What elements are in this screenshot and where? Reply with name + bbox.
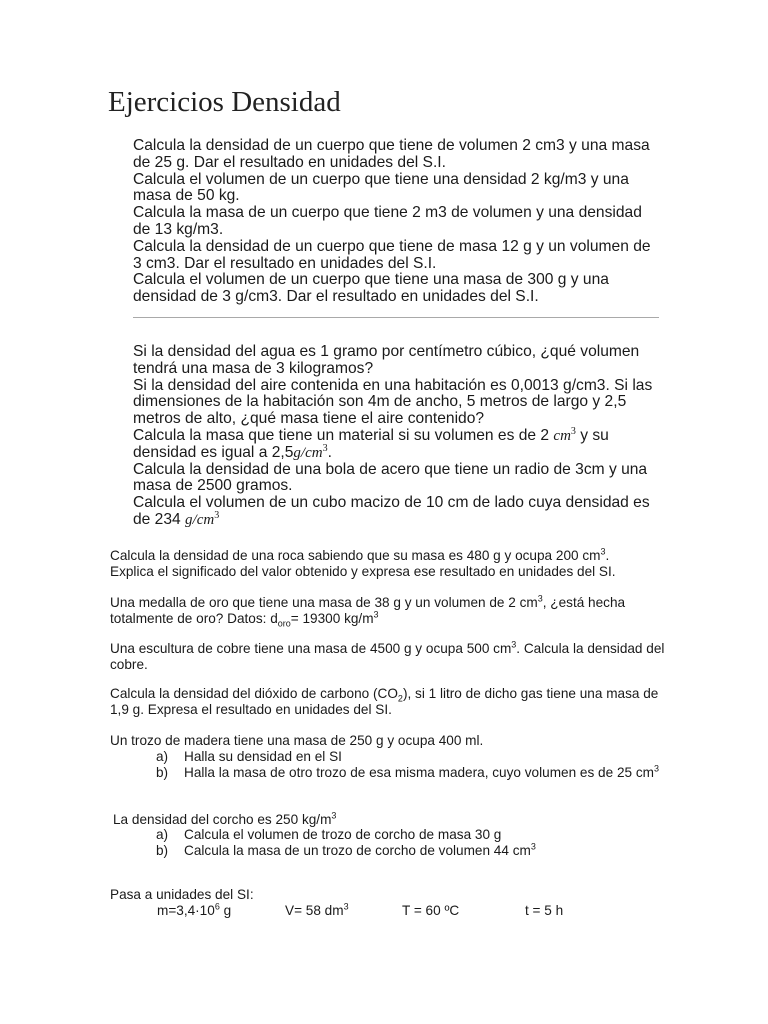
list-item: Calcula el volumen de un cuerpo que tiene una densidad 2 kg/m3 y una masa de 50 kg.: [133, 170, 629, 205]
item-text: Calcula la masa que tiene un material si su volumen es de 2: [133, 426, 550, 444]
list-item: Calcula la densidad de una bola de acero que tiene un radio de 3cm y una masa de 2500 gramos.: [133, 460, 648, 495]
exercise-cobre: [110, 641, 670, 673]
mass-value: [157, 903, 231, 919]
exercise-co2: [110, 686, 670, 718]
volume-value: [285, 903, 349, 919]
superscript: 3: [653, 763, 659, 774]
subscript: 2: [397, 693, 403, 704]
item-text: Calcula la densidad del dióxido de carbono (CO: [110, 686, 398, 701]
math-unit: [185, 509, 220, 528]
sub-item-b: [156, 843, 676, 859]
superscript: 3: [214, 509, 220, 521]
exercise-madera: Un trozo de madera tiene una masa de 250 g y ocupa 400 ml.: [110, 733, 484, 748]
item-text: Calcula la masa de un trozo de corcho de volumen 44 cm: [184, 843, 531, 858]
superscript: 3: [331, 810, 337, 821]
list-item: Calcula la masa de un cuerpo que tiene 2 m3 de volumen y una densidad de 13 kg/m3.: [133, 204, 642, 238]
item-text: m=3,4·10: [157, 903, 215, 918]
item-text: , ¿está hecha totalmente de oro? Datos: d: [110, 595, 626, 626]
item-text: .: [327, 443, 332, 461]
list-item: Calcula la densidad de un cuerpo que tiene de masa 12 g y un volumen de 3 cm3. Dar el resultado en unidades del S.I.: [133, 237, 651, 272]
horizontal-divider: [133, 317, 659, 318]
math-text: cm: [553, 427, 571, 444]
item-label: a): [156, 827, 169, 842]
exercise-list-1: [133, 138, 663, 306]
item-text: Una medalla de oro que tiene una masa de 38 g y un volumen de 2 cm: [110, 595, 538, 610]
item-text: V= 58 dm: [285, 903, 344, 918]
exercise-corcho: [113, 812, 673, 828]
list-item: Calcula la densidad de un cuerpo que tiene de volumen 2 cm3 y una masa de 25 g. Dar el resultado en unidades del S.I.: [133, 137, 650, 171]
exercise-roca: [110, 548, 670, 580]
si-heading: Pasa a unidades del SI:: [110, 887, 254, 902]
list-item: [133, 425, 663, 462]
temperature-value: T = 60 ºC: [402, 903, 460, 918]
superscript: 3: [322, 442, 328, 454]
exercise-medalla: [110, 595, 670, 627]
subscript: oro: [277, 618, 291, 629]
sub-item-a: [156, 827, 676, 843]
item-text: Halla la masa de otro trozo de esa misma madera, cuyo volumen es de 25 cm: [184, 765, 654, 780]
list-item: Calcula el volumen de un cuerpo que tiene una masa de 300 g y una densidad de 3 g/cm3. Dar el resultado en unidades del S.I.: [133, 271, 609, 306]
list-item: [133, 495, 663, 529]
math-text: g/cm: [185, 511, 215, 528]
item-text: Calcula el volumen de trozo de corcho de masa 30 g: [184, 827, 502, 842]
math-unit: [553, 425, 576, 444]
item-text: ), si 1 litro de dicho gas tiene una masa de 1,9 g. Expresa el resultado en unidades del SI.: [110, 686, 659, 717]
list-item: Si la densidad del aire contenida en una habitación es 0,0013 g/cm3. Si las dimensiones de la habitación son 4m de ancho, 5 metros de largo y 2,5 metros de alto, ¿qué masa tiene el aire contenido?: [133, 376, 653, 428]
item-label: b): [156, 765, 169, 780]
superscript: 3: [530, 841, 536, 852]
sub-item-a: [156, 749, 676, 765]
page-title: Ejercicios Densidad: [108, 86, 341, 118]
superscript: 3: [600, 546, 606, 557]
superscript: 3: [511, 639, 517, 650]
superscript: 3: [373, 609, 379, 620]
superscript: 6: [214, 901, 220, 912]
item-text: = 19300 kg/m: [290, 611, 374, 626]
item-text: Calcula el volumen de un cubo macizo de 10 cm de lado cuya densidad es de 234: [133, 494, 650, 528]
item-text: g: [219, 903, 232, 918]
item-text: . Calcula la densidad del cobre.: [110, 641, 665, 672]
list-item: Si la densidad del agua es 1 gramo por centímetro cúbico, ¿qué volumen tendrá una masa de 3 kilogramos?: [133, 343, 640, 377]
sub-item-b: [156, 765, 666, 781]
item-text: Calcula la densidad de una roca sabiendo que su masa es 480 g y ocupa 200 cm: [110, 548, 601, 563]
item-text: Halla su densidad en el SI: [184, 749, 342, 764]
item-text: .: [605, 548, 610, 563]
item-text: Una escultura de cobre tiene una masa de 4500 g y ocupa 500 cm: [110, 641, 512, 656]
item-text: y su densidad es igual a 2,5: [133, 426, 609, 461]
exercise-list-2: [133, 344, 663, 529]
item-text: Explica el significado del valor obtenido y expresa ese resultado en unidades del SI.: [110, 564, 616, 579]
superscript: 3: [537, 593, 543, 604]
item-label: a): [156, 749, 169, 764]
time-value: t = 5 h: [525, 903, 564, 918]
math-text: g/cm: [293, 444, 323, 461]
math-unit: [293, 442, 328, 461]
superscript: 3: [343, 901, 349, 912]
item-text: La densidad del corcho es 250 kg/m: [113, 812, 332, 827]
superscript: 3: [570, 425, 576, 437]
item-label: b): [156, 843, 169, 858]
